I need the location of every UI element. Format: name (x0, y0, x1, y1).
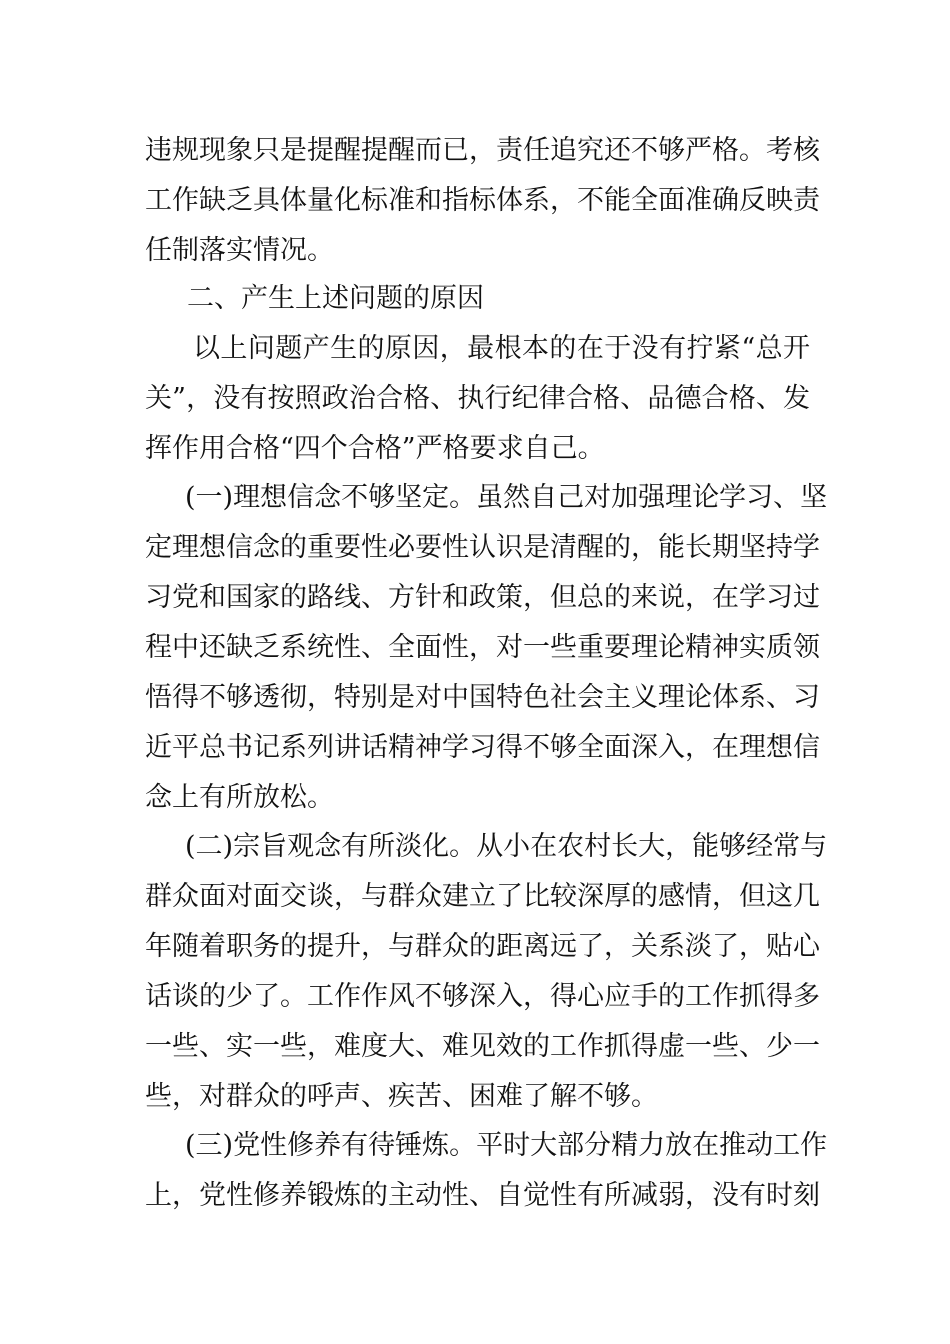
text-line: 挥作用合格“四个合格”严格要求自己。 (145, 433, 605, 464)
text-line: 话谈的少了。工作作风不够深入，得心应手的工作抓得多 (145, 981, 820, 1012)
text-line: 近平总书记系列讲话精神学习得不够全面深入，在理想信 (145, 732, 820, 763)
subsection-line: (二)宗旨观念有所淡化。从小在农村长大，能够经常与 (185, 831, 828, 862)
text-line: 以上问题产生的原因，最根本的在于没有拧紧“总开 (193, 333, 810, 364)
text-line: 些，对群众的呼声、疾苦、困难了解不够。 (145, 1081, 658, 1112)
text-line: 念上有所放松。 (145, 782, 334, 813)
text-line: 一些、实一些，难度大、难见效的工作抓得虚一些、少一 (145, 1031, 820, 1062)
text-line: 悟得不够透彻，特别是对中国特色社会主义理论体系、习 (145, 682, 820, 713)
text-line: 违规现象只是提醒提醒而已，责任追究还不够严格。考核 (145, 135, 820, 166)
text-line: 上，党性修养锻炼的主动性、自觉性有所减弱，没有时刻 (145, 1180, 820, 1211)
section-heading: 二、产生上述问题的原因 (187, 283, 484, 314)
subsection-line: (三)党性修养有待锤炼。平时大部分精力放在推动工作 (185, 1130, 828, 1161)
text-line: 习党和国家的路线、方针和政策，但总的来说，在学习过 (145, 582, 820, 613)
text-line: 任制落实情况。 (145, 235, 334, 266)
text-line: 工作缺乏具体量化标准和指标体系，不能全面准确反映责 (145, 185, 820, 216)
text-line: 年随着职务的提升，与群众的距离远了，关系淡了，贴心 (145, 931, 820, 962)
text-line: 定理想信念的重要性必要性认识是清醒的，能长期坚持学 (145, 532, 820, 563)
subsection-line: (一)理想信念不够坚定。虽然自己对加强理论学习、坚 (185, 482, 828, 513)
text-line: 关”，没有按照政治合格、执行纪律合格、品德合格、发 (145, 383, 810, 414)
text-line: 群众面对面交谈，与群众建立了比较深厚的感情，但这几 (145, 881, 820, 912)
text-line: 程中还缺乏系统性、全面性，对一些重要理论精神实质领 (145, 632, 820, 663)
